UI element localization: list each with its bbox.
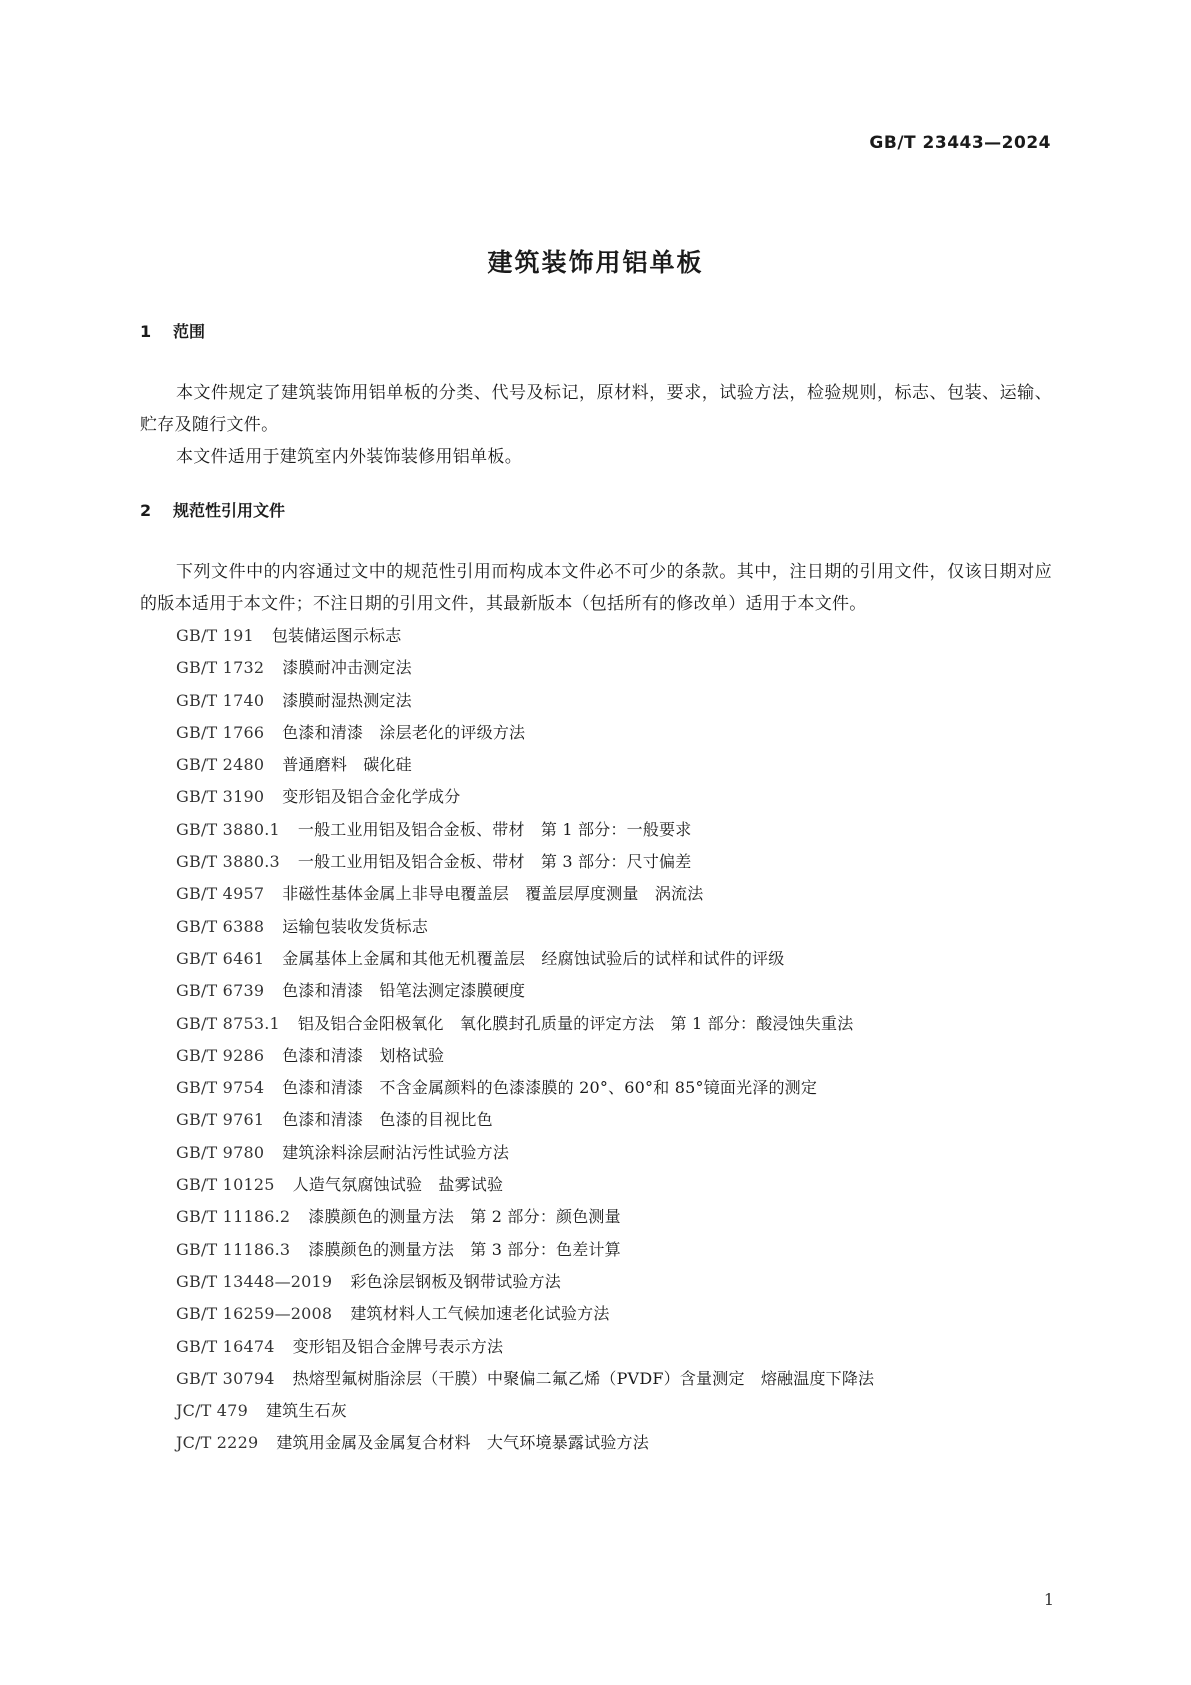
section-number: 2	[140, 501, 152, 520]
reference-item	[140, 1169, 1052, 1201]
reference-code: GB/T 6461	[176, 948, 265, 968]
reference-item	[140, 846, 1052, 878]
reference-item	[140, 814, 1052, 846]
reference-item	[140, 1331, 1052, 1363]
reference-item	[140, 1040, 1052, 1072]
reference-code: GB/T 9780	[176, 1142, 265, 1162]
reference-item	[140, 911, 1052, 943]
page-number: 1	[1043, 1590, 1054, 1609]
reference-title: 铝及铝合金阳极氧化 氧化膜封孔质量的评定方法 第 1 部分：酸浸蚀失重法	[297, 1013, 854, 1033]
reference-code: GB/T 1740	[176, 690, 265, 710]
reference-title: 变形铝及铝合金牌号表示方法	[292, 1336, 504, 1356]
reference-code: GB/T 1732	[176, 658, 265, 678]
reference-title: 色漆和清漆 涂层老化的评级方法	[282, 722, 526, 742]
reference-code: GB/T 4957	[176, 884, 265, 904]
reference-item	[140, 1201, 1052, 1233]
reference-item	[140, 878, 1052, 910]
reference-item	[140, 1363, 1052, 1395]
reference-title: 色漆和清漆 色漆的目视比色	[282, 1110, 493, 1130]
reference-title: 色漆和清漆 划格试验	[282, 1045, 445, 1065]
reference-code: GB/T 10125	[176, 1175, 275, 1195]
reference-code: GB/T 30794	[176, 1368, 275, 1388]
reference-item	[140, 1072, 1052, 1104]
reference-item	[140, 943, 1052, 975]
reference-item	[140, 1427, 1052, 1459]
reference-item	[140, 1234, 1052, 1266]
reference-code: GB/T 16474	[176, 1336, 275, 1356]
reference-title: 色漆和清漆 铅笔法测定漆膜硬度	[282, 981, 526, 1001]
reference-title: 非磁性基体金属上非导电覆盖层 覆盖层厚度测量 涡流法	[282, 884, 704, 904]
section-normative-references	[140, 500, 1052, 1460]
reference-code: JC/T 2229	[176, 1433, 259, 1453]
reference-title: 漆膜颜色的测量方法 第 3 部分：色差计算	[308, 1239, 621, 1259]
reference-title: 包装储运图示标志	[271, 626, 402, 645]
reference-code: GB/T 3190	[176, 787, 265, 807]
reference-item	[140, 1104, 1052, 1136]
reference-item	[140, 975, 1052, 1007]
reference-title: 建筑用金属及金属复合材料 大气环境暴露试验方法	[276, 1433, 649, 1453]
reference-list	[140, 620, 1052, 1460]
reference-item	[140, 1137, 1052, 1169]
reference-title: 一般工业用铝及铝合金板、带材 第 1 部分：一般要求	[297, 819, 692, 839]
reference-title: 热熔型氟树脂涂层（干膜）中聚偏二氟乙烯（PVDF）含量测定 熔融温度下降法	[292, 1368, 875, 1388]
scope-paragraph: 本文件规定了建筑装饰用铝单板的分类、代号及标记，原材料，要求，试验方法，检验规则，标志、包装、运输、贮存及随行文件。	[140, 383, 1052, 435]
reference-code: GB/T 11186.2	[176, 1207, 291, 1227]
reference-title: 人造气氛腐蚀试验 盐雾试验	[292, 1175, 504, 1195]
scope-paragraph: 本文件适用于建筑室内外装饰装修用铝单板。	[176, 447, 522, 467]
reference-code: GB/T 9754	[176, 1078, 265, 1098]
reference-item	[140, 1395, 1052, 1427]
reference-code: GB/T 9286	[176, 1045, 265, 1065]
section-scope	[140, 321, 1052, 473]
standard-number: GB/T 23443—2024	[869, 133, 1051, 153]
section-number: 1	[140, 322, 152, 341]
reference-title: 运输包装收发货标志	[282, 916, 429, 936]
reference-title: 变形铝及铝合金化学成分	[282, 787, 461, 807]
reference-code: JC/T 479	[176, 1401, 248, 1421]
reference-title: 建筑材料人工气候加速老化试验方法	[350, 1304, 610, 1324]
document-title: 建筑装饰用铝单板	[487, 248, 704, 277]
reference-item	[140, 1266, 1052, 1298]
reference-item	[140, 685, 1052, 717]
reference-code: GB/T 9761	[176, 1110, 265, 1130]
reference-title: 建筑涂料涂层耐沾污性试验方法	[282, 1142, 510, 1162]
reference-code: GB/T 3880.3	[176, 852, 280, 872]
reference-code: GB/T 191	[176, 626, 254, 645]
reference-item	[140, 1008, 1052, 1040]
reference-title: 漆膜耐冲击测定法	[282, 658, 412, 678]
reference-item	[140, 749, 1052, 781]
reference-item	[140, 781, 1052, 813]
reference-code: GB/T 8753.1	[176, 1013, 280, 1033]
reference-item	[140, 1298, 1052, 1330]
reference-code: GB/T 13448—2019	[176, 1271, 333, 1291]
reference-title: 普通磨料 碳化硅	[282, 755, 412, 775]
reference-code: GB/T 1766	[176, 722, 265, 742]
section-title: 规范性引用文件	[173, 501, 286, 520]
reference-code: GB/T 11186.3	[176, 1239, 291, 1259]
section-heading-normative-references	[140, 500, 1052, 522]
reference-item	[140, 652, 1052, 684]
reference-item	[140, 717, 1052, 749]
reference-code: GB/T 6388	[176, 916, 265, 936]
reference-code: GB/T 16259—2008	[176, 1304, 333, 1324]
reference-code: GB/T 3880.1	[176, 819, 280, 839]
reference-title: 色漆和清漆 不含金属颜料的色漆漆膜的 20°、60°和 85°镜面光泽的测定	[282, 1078, 818, 1098]
reference-code: GB/T 2480	[176, 755, 265, 775]
reference-title: 漆膜耐湿热测定法	[282, 690, 412, 710]
reference-title: 建筑生石灰	[265, 1401, 347, 1421]
reference-title: 金属基体上金属和其他无机覆盖层 经腐蚀试验后的试样和试件的评级	[282, 948, 785, 968]
reference-item	[140, 620, 1052, 652]
reference-title: 彩色涂层钢板及钢带试验方法	[350, 1271, 561, 1291]
reference-code: GB/T 6739	[176, 981, 265, 1001]
section-heading-scope	[140, 321, 1052, 343]
reference-title: 一般工业用铝及铝合金板、带材 第 3 部分：尺寸偏差	[297, 852, 692, 872]
references-intro: 下列文件中的内容通过文中的规范性引用而构成本文件必不可少的条款。其中，注日期的引用文件，仅该日期对应的版本适用于本文件；不注日期的引用文件，其最新版本（包括所有的修改单）适用于本文件。	[140, 562, 1052, 614]
section-title: 范围	[173, 322, 206, 341]
reference-title: 漆膜颜色的测量方法 第 2 部分：颜色测量	[308, 1207, 621, 1227]
